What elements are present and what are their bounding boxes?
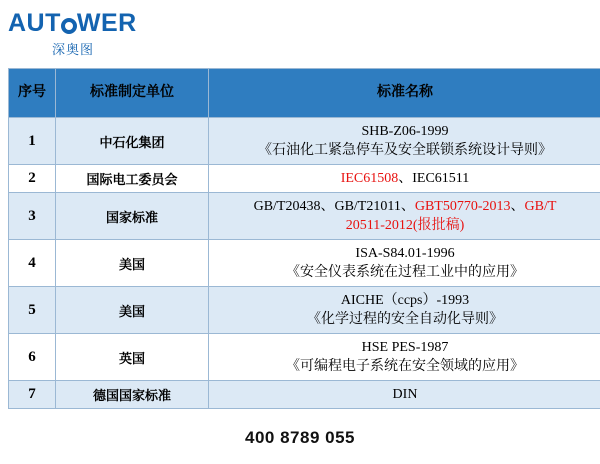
cell-org: 德国国家标准 <box>56 381 209 409</box>
table-row <box>9 381 600 409</box>
header-name: 标准名称 <box>209 69 600 118</box>
cell-name-line <box>215 197 595 216</box>
cell-org: 国际电工委员会 <box>56 165 209 193</box>
cell-no: 1 <box>9 118 56 165</box>
standard-text: 、IEC61511 <box>398 171 470 186</box>
standards-table-wrapper <box>8 68 592 409</box>
table-row <box>9 193 600 240</box>
table-row <box>9 240 600 287</box>
cell-name-line <box>215 141 595 160</box>
standard-text: AICHE（ccps）-1993 <box>340 293 470 308</box>
logo-brand-part2: WER <box>76 9 137 37</box>
cell-name-line <box>215 169 595 188</box>
table-row <box>9 118 600 165</box>
cell-name-line <box>215 310 595 329</box>
cell-org: 美国 <box>56 287 209 334</box>
cell-no: 2 <box>9 165 56 193</box>
cell-name-line <box>215 338 595 357</box>
cell-no: 3 <box>9 193 56 240</box>
cell-name <box>209 381 600 409</box>
standard-text: 《可编程电子系统在安全领域的应用》 <box>286 359 524 374</box>
cell-name-line <box>215 216 595 235</box>
logo-brand-text <box>8 8 158 38</box>
cell-no: 5 <box>9 287 56 334</box>
autower-logo <box>8 8 158 60</box>
standard-text: ISA-S84.01-1996 <box>355 246 455 261</box>
cell-name <box>209 165 600 193</box>
cell-name <box>209 118 600 165</box>
logo-brand-part1: AUT <box>8 9 61 37</box>
table-head <box>9 69 600 118</box>
standard-text: HSE PES-1987 <box>361 340 449 355</box>
table-body <box>9 118 600 409</box>
standards-table <box>8 68 600 409</box>
cell-name-line <box>215 291 595 310</box>
table-row <box>9 334 600 381</box>
table-row <box>9 287 600 334</box>
standard-text: SHB-Z06-1999 <box>361 124 449 139</box>
cell-name-line <box>215 357 595 376</box>
highlighted-standard: GB/T <box>524 199 557 214</box>
cell-name <box>209 240 600 287</box>
standard-text: 《石油化工紧急停车及安全联锁系统设计导则》 <box>258 143 552 158</box>
cell-name-line <box>215 385 595 404</box>
standard-text: 《化学过程的安全自动化导则》 <box>307 312 503 327</box>
cell-no: 4 <box>9 240 56 287</box>
highlighted-standard: IEC61508 <box>340 171 399 186</box>
cell-name-line <box>215 244 595 263</box>
cell-name <box>209 193 600 240</box>
cell-org: 国家标准 <box>56 193 209 240</box>
logo-subtitle: 深奥图 <box>52 42 95 57</box>
cell-name <box>209 334 600 381</box>
cell-name-line <box>215 122 595 141</box>
standard-text: GB/T20438、GB/T21011、 <box>253 199 415 214</box>
cell-org: 中石化集团 <box>56 118 209 165</box>
header-org: 标准制定单位 <box>56 69 209 118</box>
standard-text: 《安全仪表系统在过程工业中的应用》 <box>286 265 524 280</box>
cell-no: 7 <box>9 381 56 409</box>
standard-text: DIN <box>392 387 418 402</box>
logo-ring-icon <box>61 18 77 34</box>
highlighted-standard: GBT50770-2013 <box>414 199 511 214</box>
cell-no: 6 <box>9 334 56 381</box>
cell-org: 英国 <box>56 334 209 381</box>
cell-name <box>209 287 600 334</box>
cell-org: 美国 <box>56 240 209 287</box>
cell-name-line <box>215 263 595 282</box>
contact-phone: 400 8789 055 <box>245 428 355 447</box>
table-row <box>9 165 600 193</box>
table-header-row <box>9 69 600 118</box>
header-no: 序号 <box>9 69 56 118</box>
highlighted-standard: 20511-2012(报批稿) <box>345 218 465 233</box>
standard-text: 、 <box>510 199 525 214</box>
